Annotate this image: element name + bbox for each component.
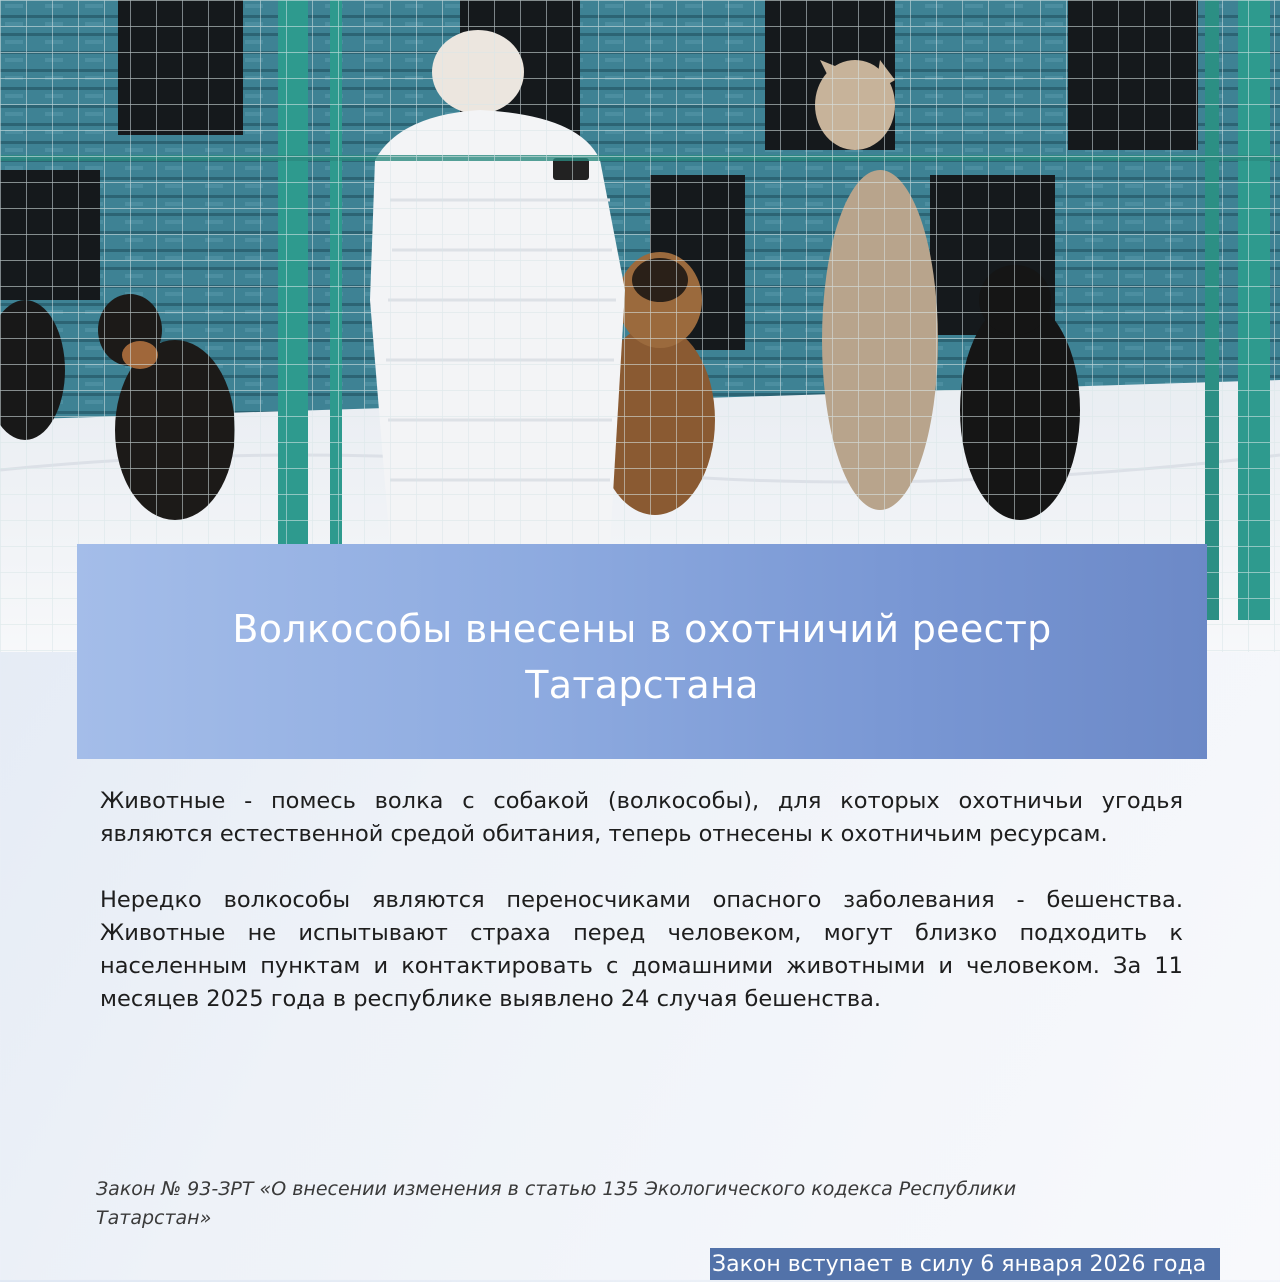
page-title: Волкособы внесены в охотничий реестр Татарстана xyxy=(232,606,1052,707)
paragraph-2: Нередко волкособы являются переносчиками опасного заболевания - бешенства. Животные не испытывают страха перед человеком, могут близко подходить к населенным пунктам и контактировать с домашними животными и человеком. За 11 месяцев 2025 года в республике выявлено 24 случая бешенства. xyxy=(100,887,1183,1012)
law-reference: Закон № 93-ЗРТ «О внесении изменения в статью 135 Экологического кодекса Республики Татарстан» xyxy=(96,1178,1017,1229)
paragraph-1: Животные - помесь волка с собакой (волкособы), для которых охотничьи угодья являются естественной средой обитания, теперь отнесены к охотничьим ресурсам. xyxy=(100,788,1183,847)
effective-date-badge: Закон вступает в силу 6 января 2026 года xyxy=(710,1248,1220,1280)
title-banner xyxy=(77,544,1207,759)
article-body xyxy=(100,785,1183,1049)
